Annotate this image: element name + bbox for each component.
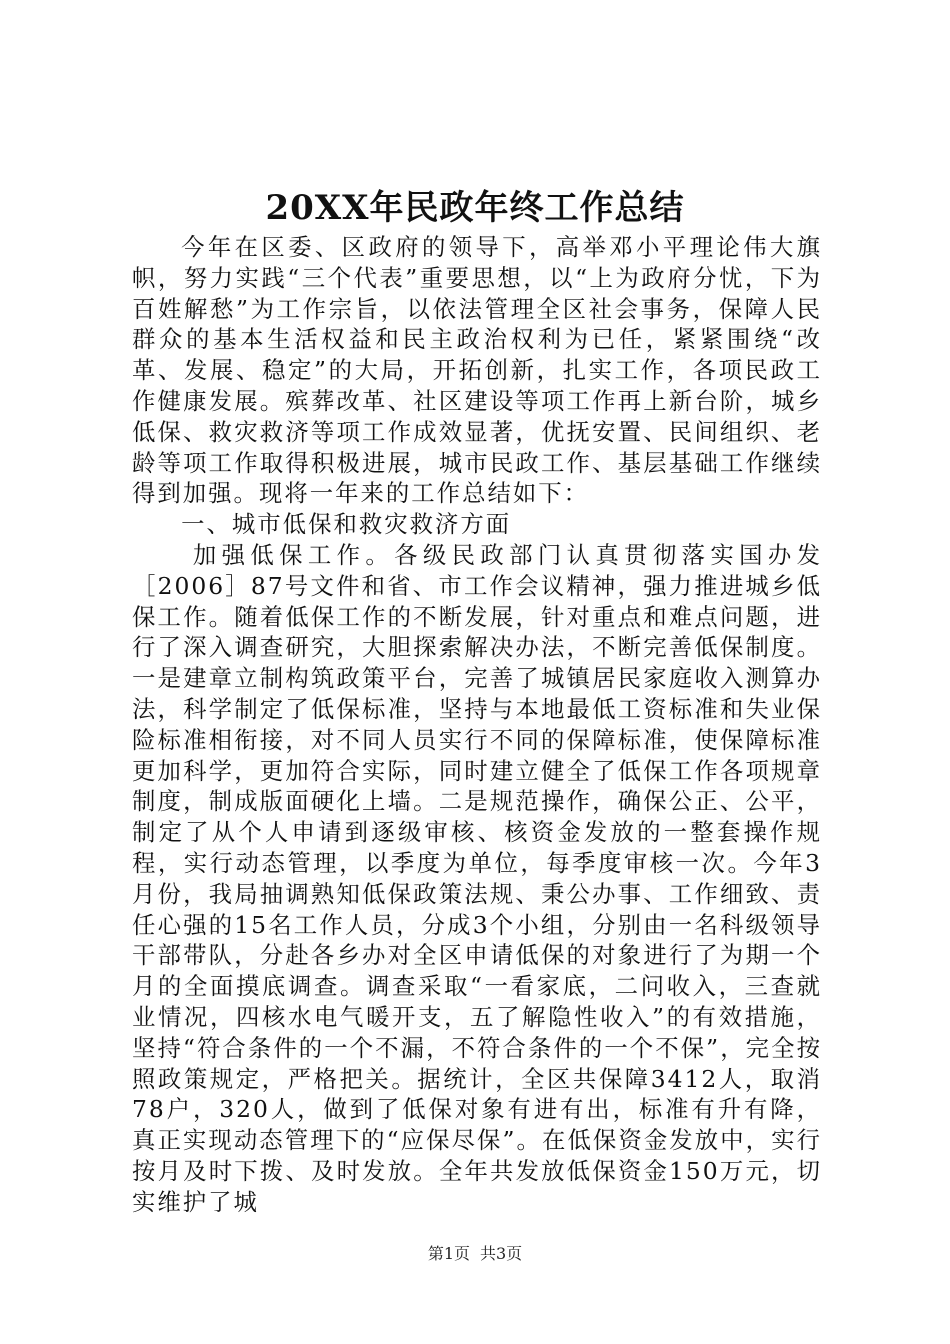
page-footer	[0, 1244, 950, 1264]
paragraph-lowincome: 加强低保工作。各级民政部门认真贯彻落实国办发［2006］87号文件和省、市工作会议精神，强力推进城乡低保工作。随着低保工作的不断发展，针对重点和难点问题，进行了深入调查研究，大胆探索解决办法，不断完善低保制度。一是建章立制构筑政策平台，完善了城镇居民家庭收入测算办法，科学制定了低保标准，坚持与本地最低工资标准和失业保险标准相衔接，对不同人员实行不同的保障标准，使保障标准更加科学，更加符合实际，同时建立健全了低保工作各项规章制度，制成版面硬化上墙。二是规范操作，确保公正、公平，制定了从个人申请到逐级审核、核资金发放的一整套操作规程，实行动态管理，以季度为单位，每季度审核一次。今年3月份，我局抽调熟知低保政策法规、秉公办事、工作细致、责任心强的15名工作人员，分成3个小组，分别由一名科级领导干部带队，分赴各乡办对全区申请低保的对象进行了为期一个月的全面摸底调查。调查采取“一看家底，二问收入，三查就业情况，四核水电气暖开支，五了解隐性收入”的有效措施，坚持“符合条件的一个不漏，不符合条件的一个不保”，完全按照政策规定，严格把关。据统计，全区共保障3412人，取消78户，320人，做到了低保对象有进有出，标准有升有降，真正实现动态管理下的“应保尽保”。在低保资金发放中，实行按月及时下拨、及时发放。全年共发放低保资金150万元，切实维护了城	[132, 540, 822, 1216]
document-body	[132, 232, 822, 1218]
page-total: 共3页	[480, 1244, 523, 1263]
document-title: 20XX年民政年终工作总结	[265, 188, 685, 228]
paragraph-intro: 今年在区委、区政府的领导下，高举邓小平理论伟大旗帜，努力实践“三个代表”重要思想，以“上为政府分忧，下为百姓解愁”为工作宗旨，以依法管理全区社会事务，保障人民群众的基本生活权益和民主政治权利为已任，紧紧围绕“改革、发展、稳定”的大局，开拓创新，扎实工作，各项民政工作健康发展。殡葬改革、社区建设等项工作再上新台阶，城乡低保、救灾救济等项工作成效显著，优抚安置、民间组织、老龄等项工作取得积极进展，城市民政工作、基层基础工作继续得到加强。现将一年来的工作总结如下：	[132, 233, 822, 508]
section-heading: 一、城市低保和救灾救济方面	[181, 510, 512, 539]
page-number: 第1页	[427, 1244, 470, 1263]
